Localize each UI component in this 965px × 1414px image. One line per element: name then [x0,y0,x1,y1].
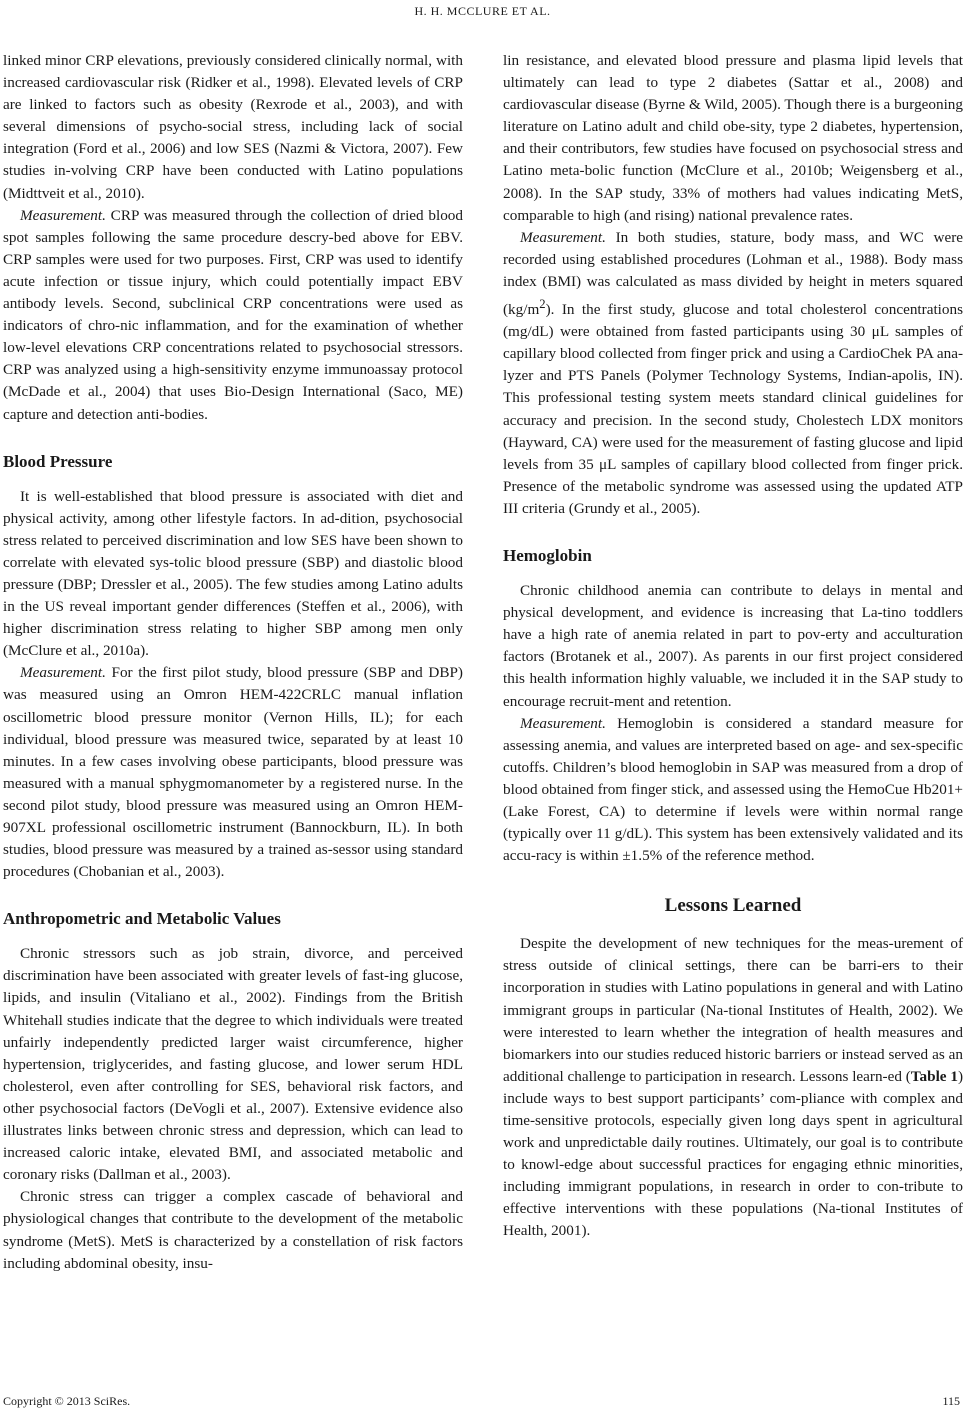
table-reference[interactable]: Table 1 [910,1067,958,1085]
footer [3,1394,963,1409]
section-heading-hemoglobin: Hemoglobin [503,546,592,566]
section-heading-lessons-learned: Lessons Learned [664,895,802,917]
section-heading-anthropometric: Anthropometric and Metabolic Values [3,909,281,929]
page-number: 115 [942,1394,960,1408]
paragraph [503,227,963,520]
paragraph-text: ) include ways to best support participants’ com-pliance with complex and time-sensitive protocols, especially given long days spent in agricultural work and unpredictable daily routines. Ultimately, our goal is to contribute to knowl-edge about successful practices for engaging ethnic minorities, including immigrant populations, in research in order to con-tribute to effective interventions with these populations (Na-tional Institutes of Health, 2001). [503,1067,963,1240]
measurement-lead: Measurement. [20,664,106,682]
section-heading-blood-pressure: Blood Pressure [3,451,113,471]
paragraph-text: CRP was measured through the collection of dried blood spot samples following the same procedure descry-bed above for EBV. CRP samples were used for two purposes. First, CRP was used to identify acute infection or tissue injury, which could potentially impact EBV antibody levels. Second, subclinical CRP concentrations were used as indicators of chro-nic inflammation, and for the examination of whether low-level elevations CRP concentrations related to psychosocial stressors. CRP was analyzed using a high-sensitivity enzyme immunoassay protocol (McDade et al., 2004) that uses Bio-Design International (Saco, ME) capture and detection anti-bodies. [3,206,463,423]
paragraph-text: ). In the first study, glucose and total cholesterol concentrations (mg/dL) were obtained from fasted participants using 30 μL samples of capillary blood collected from finger prick and using a CardioChek PA ana-lyzer and PTS Panels (Polymer Technology Systems, Indian-apolis, IN). This professional testing system meets standard clinical guidelines for accuracy and precision. In the second study, Cholestech LDX monitors (Hayward, CA) were used for the measurement of fasting glucose and lipid levels from 35 μL samples of capillary blood collected from finger prick. Presence of the metabolic syndrome was assessed using the updated ATP III criteria (Grundy et al., 2005). [503,301,963,517]
left-column [3,50,463,1275]
paragraph: lin resistance, and elevated blood pressure and plasma lipid levels that ultimately can lead to type 2 diabetes (Sattar et al., 2008) and cardiovascular disease (Byrne & Wild, 2005). Though there is a burgeoning literature on Latino adult and child obe-sity, type 2 diabetes, hypertension, and their contributors, few studies have focused on psychosocial stress and Latino meta-bolic function (McClure et al., 2010b; Weigensberg et al., 2008). In the SAP study, 33% of mothers had values indicating MetS, comparable to high (and rising) national prevalence rates. [503,52,963,224]
paragraph [3,662,463,883]
paragraph: Chronic childhood anemia can contribute to delays in mental and physical development, and evidence is increasing that La-tino toddlers have a high rate of anemia related in part to pov-erty and acculturation factors (Brotanek et al., 2007). As parents in our first project considered this health information highly valuable, we included it in the SAP study to encourage recruit-ment and retention. [503,582,963,710]
paragraph-text: In both studies, stature, body mass, and WC were recorded using established procedures (Lohman et al., 1988). Body mass index (BMI) was calculated as mass divided by height in meters squared (kg/m [503,228,963,319]
paragraph [3,205,463,426]
measurement-lead: Measurement. [520,228,606,246]
measurement-lead: Measurement. [520,714,606,732]
superscript: 2 [539,297,546,312]
paragraph-text: For the first pilot study, blood pressure (SBP and DBP) was measured using an Omron HEM-422CRLC manual inflation oscillometric blood pressure monitor (Vernon Hills, IL); for each individual, blood pressure was measured twice, separated by at least 10 minutes. In a few cases involving obese participants, blood pressure was measured with a manual sphygmomanometer by a registered nurse. In the second pilot study, blood pressure was measured using an Omron HEM-907XL professional oscillometric instrument (Bannockburn, IL). In both studies, blood pressure was measured by a trained as-sessor using standard procedures (Chobanian et al., 2003). [3,664,463,881]
paragraph-text: Despite the development of new techniques for the meas-urement of stress outside of clinical settings, there can be barri-ers to their incorporation in studies with Latino populations in general and with Latino immigrant groups in particular (Na-tional Institutes of Health, 2002). We were interested to learn whether the integration of health measures and biomarkers into our studies reduced historic barriers or instead served as an additional challenge to participation in research. Lessons learn-ed ( [503,935,963,1085]
running-head: H. H. MCCLURE ET AL. [414,4,551,18]
paragraph [503,933,963,1242]
paragraph-text: Hemoglobin is considered a standard measure for assessing anemia, and values are interpreted based on age- and sex-specific cutoffs. Children’s blood hemoglobin in SAP was measured from a drop of blood obtained from finger stick, and assessed using the HemoCue Hb201+ (Lake Forest, CA) to determine if levels were within normal range (typically over 11 g/dL). This system has been extensively validated and its accu-racy is within ±1.5% of the reference method. [503,714,963,865]
paragraph: Chronic stressors such as job strain, divorce, and perceived discrimination have been associated with greater levels of fast-ing glucose, lipids, and insulin (Vitaliano et al., 2002). Findings from the British Whitehall studies indicate that the degree to which individuals were treated unfairly independently predicted larger waist circumference, higher hypertension, triglycerides, and fasting glucose, and lower serum HDL cholesterol, even after controlling for SES, behavioral risk factors, and other psychosocial factors (DeVogli et al., 2007). Extensive evidence also illustrates links between chronic stress and depression, which can lead to increased caloric intake, elevated BMI, and associated metabolic and coronary risks (Dallman et al., 2003). [3,945,463,1184]
copyright: Copyright © 2013 SciRes. [3,1394,131,1408]
right-column [503,50,963,1243]
paragraph: linked minor CRP elevations, previously considered clinically normal, with increased cardiovascular risk (Ridker et al., 1998). Elevated levels of CRP are linked to factors such as obesity (Rexrode et al., 2003), and with several dimensions of psycho-social stress, including lack of social integration (Ford et al., 2006) and low SES (Nazmi & Victora, 2007). Few studies in-volving CRP have been conducted with Latino populations (Midttveit et al., 2010). [3,52,463,202]
measurement-lead: Measurement. [20,206,106,224]
paragraph [503,713,963,868]
paragraph: It is well-established that blood pressure is associated with diet and physical activity, among other lifestyle factors. In ad-dition, psychosocial stress related to perceived discrimination and low SES have been shown to correlate with elevated sys-tolic blood pressure (SBP) and diastolic blood pressure (DBP; Dressler et al., 2005). The few studies among Latino adults in the US reveal important gender differences (Steffen et al., 2006), with higher discrimination stress relating to higher SBP among men only (McClure et al., 2010a). [3,487,463,660]
paragraph: Chronic stress can trigger a complex cascade of behavioral and physiological changes that contribute to the development of the metabolic syndrome (MetS). MetS is characterized by a constellation of risk factors including abdominal obesity, insu- [3,1188,463,1272]
